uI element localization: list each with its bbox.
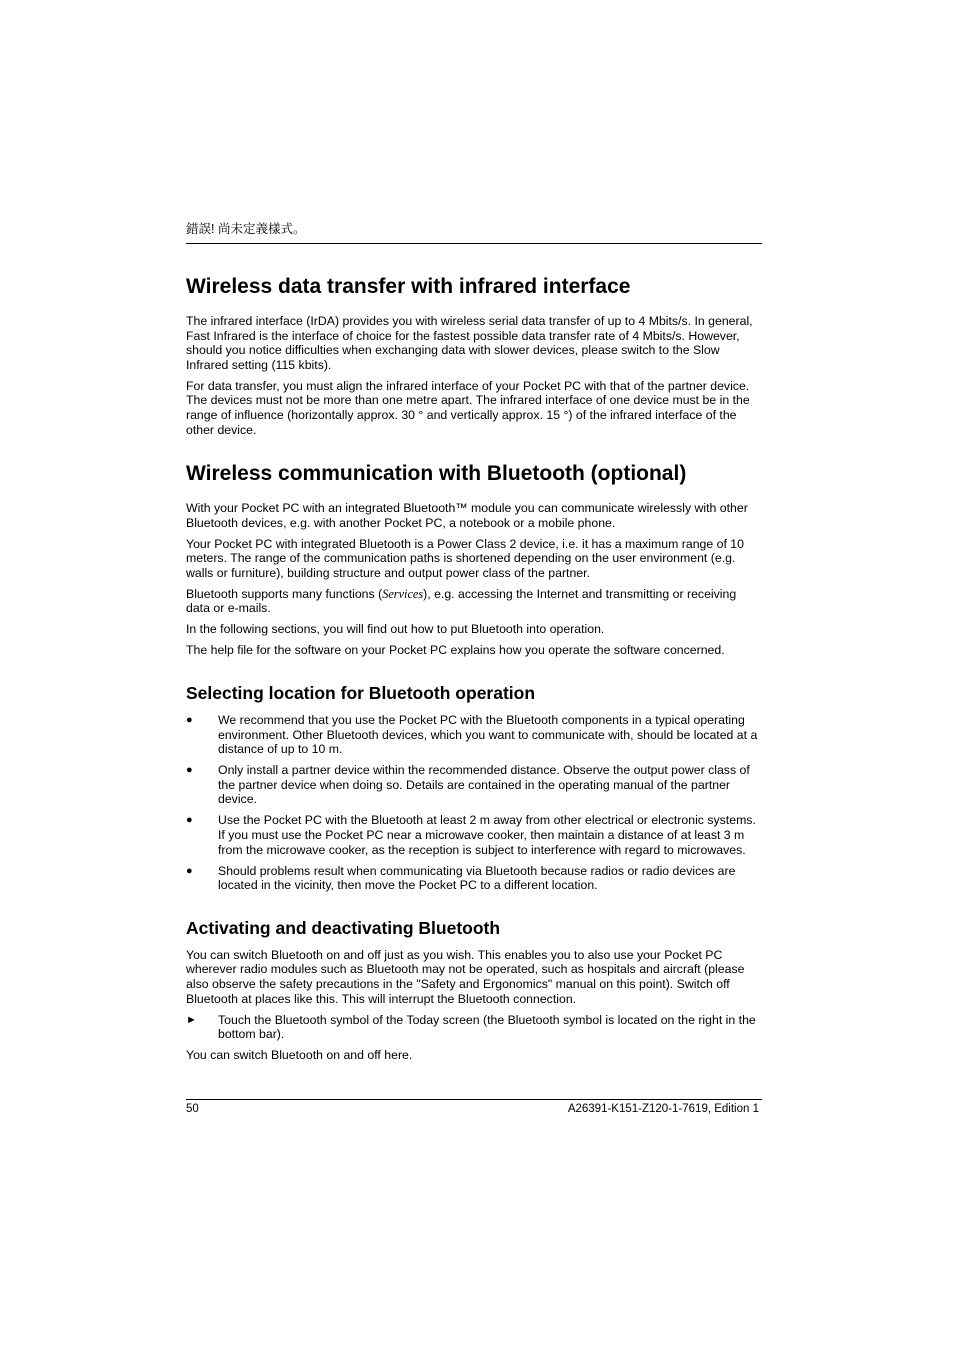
- bullet-icon: ●: [186, 714, 193, 727]
- heading-infrared: Wireless data transfer with infrared interface: [186, 275, 631, 298]
- arrow-right-icon: ►: [186, 1013, 197, 1026]
- list-item: [186, 713, 762, 757]
- step-text: Touch the Bluetooth symbol of the Today screen (the Bluetooth symbol is located on the right in the bottom bar).: [218, 1012, 756, 1042]
- list-item-text: Should problems result when communicating via Bluetooth because radios or radio devices are located in the vicinity, then move the Pocket PC to a different location.: [218, 863, 736, 893]
- paragraph-bluetooth-2: Your Pocket PC with integrated Bluetooth is a Power Class 2 device, i.e. it has a maximum range of 10 meters. The range of the communication paths is shortened depending on the user environment (e.g. walls or furniture), building structure and output power class of the partner.: [186, 536, 744, 580]
- paragraph-bluetooth-5: The help file for the software on your Pocket PC explains how you operate the software concerned.: [186, 643, 725, 658]
- page-content: [186, 220, 762, 1069]
- location-bullet-list: [186, 713, 762, 893]
- page-number: 50: [186, 1103, 199, 1115]
- paragraph-activating-1: You can switch Bluetooth on and off just as you wish. This enables you to also use your Pocket PC wherever radio modules such as Bluetooth may not be operated, such as hospitals and aircraft (please also observe the safety precautions in the "Safety and Ergonomics" manual on this point). Switch off Bluetooth at places like this. This will interrupt the Bluetooth connection.: [186, 947, 745, 1006]
- paragraph-bluetooth-3-end: ), e.g. accessing the Internet and transmitting or receiving data or e-mails.: [186, 586, 737, 616]
- paragraph-infrared-2: For data transfer, you must align the infrared interface of your Pocket PC with that of the partner device. The devices must not be more than one metre apart. The infrared interface of one device must be in the range of influence (horizontally approx. 30 ° and vertically approx. 15 °) of the infrared interface of the other device.: [186, 378, 750, 437]
- bullet-icon: ●: [186, 814, 193, 827]
- list-item-text: We recommend that you use the Pocket PC with the Bluetooth components in a typical operating environment. Other Bluetooth devices, which you want to communicate with, should be located at a distance of up to 10 m.: [218, 713, 758, 757]
- heading-bluetooth: Wireless communication with Bluetooth (optional): [186, 462, 687, 486]
- step-list: [186, 1013, 762, 1042]
- paragraph-infrared-1: The infrared interface (IrDA) provides you with wireless serial data transfer of up to 4 Mbits/s. In general, Fast Infrared is the interface of choice for the fastest possible data transfer rate of 4 Mbits/s. However, should you notice difficulties when exchanging data with slower devices, please switch to the Slow Infrared setting (115 kbits).: [186, 314, 753, 372]
- list-item-text: Only install a partner device within the recommended distance. Observe the output power class of the partner device when doing so. Details are contained in the operating manual of the partner device.: [218, 763, 750, 807]
- paragraph-result: You can switch Bluetooth on and off here.: [186, 1048, 413, 1063]
- paragraph-bluetooth-4: In the following sections, you will find out how to put Bluetooth into operation.: [186, 622, 605, 637]
- heading-selecting-location: Selecting location for Bluetooth operation: [186, 683, 536, 704]
- paragraph-bluetooth-1: With your Pocket PC with an integrated Bluetooth™ module you can communicate wirelessly with other Bluetooth devices, e.g. with another Pocket PC, a notebook or a mobile phone.: [186, 501, 748, 530]
- document-id: A26391-K151-Z120-1-7619, Edition 1: [567, 1103, 759, 1115]
- services-term: Services: [382, 586, 424, 601]
- list-item: [186, 813, 762, 857]
- page-footer: [186, 1099, 762, 1117]
- list-item-text: Use the Pocket PC with the Bluetooth at least 2 m away from other electrical or electronic systems. If you must use the Pocket PC near a microwave cooker, then maintain a distance of at least 3 m from the microwave cooker, as the reception is subject to interference with regard to microwaves.: [218, 813, 756, 857]
- bullet-icon: ●: [186, 864, 193, 877]
- paragraph-bluetooth-3-start: Bluetooth supports many functions (: [186, 586, 383, 601]
- list-item: [186, 864, 762, 893]
- list-item: [186, 1013, 762, 1042]
- heading-activating-bluetooth: Activating and deactivating Bluetooth: [186, 917, 501, 938]
- list-item: [186, 763, 762, 807]
- paragraph-bluetooth-3: [186, 587, 762, 616]
- running-header: 錯誤! 尚未定義樣式。: [186, 220, 762, 244]
- bullet-icon: ●: [186, 764, 193, 777]
